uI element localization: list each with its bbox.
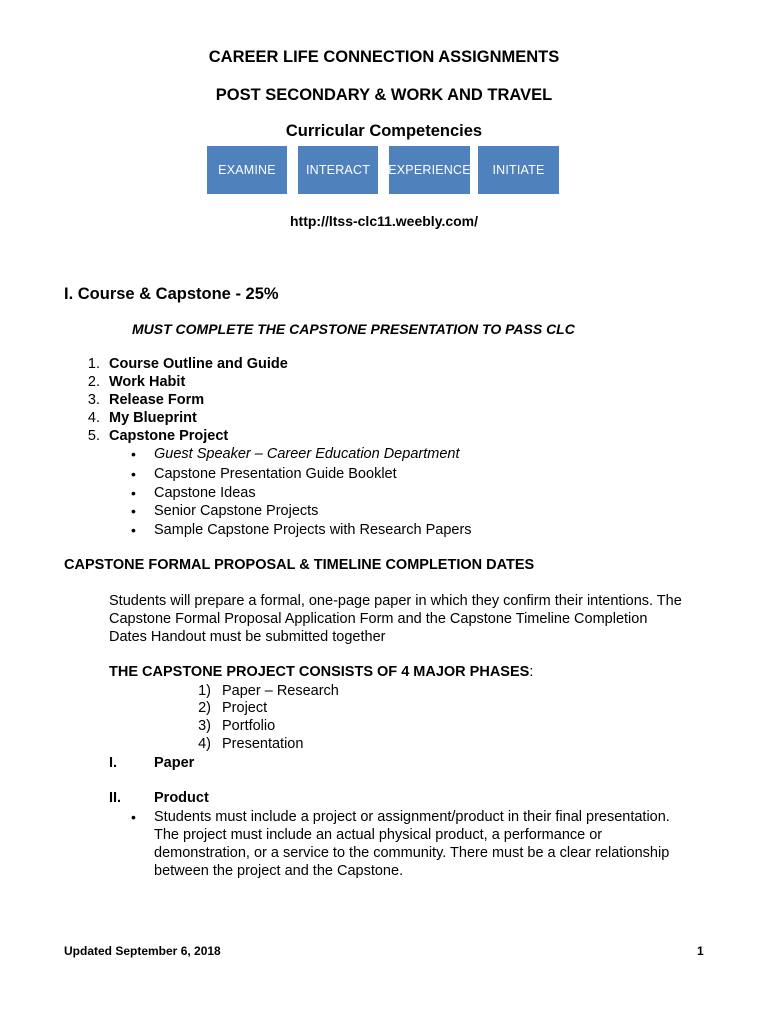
bullet-icon: • bbox=[131, 522, 136, 538]
list-number: 2. bbox=[87, 374, 100, 390]
paragraph-line: The project must include an actual physical product, a performance or bbox=[154, 827, 603, 843]
bullet-icon: • bbox=[131, 446, 136, 462]
list-number: 5. bbox=[87, 428, 100, 444]
doc-subtitle: POST SECONDARY & WORK AND TRAVEL bbox=[215, 86, 553, 104]
list-item: Work Habit bbox=[109, 374, 186, 390]
bullet-icon: • bbox=[131, 466, 136, 482]
part-paper-heading: Paper bbox=[154, 755, 195, 771]
list-item: Presentation bbox=[222, 736, 304, 752]
list-item: Senior Capstone Projects bbox=[154, 503, 319, 519]
list-number: 4) bbox=[198, 736, 211, 752]
list-item: My Blueprint bbox=[109, 410, 197, 426]
list-item: Capstone Ideas bbox=[154, 485, 256, 501]
footer-updated-date: Updated September 6, 2018 bbox=[64, 944, 221, 958]
list-item: Paper – Research bbox=[222, 683, 339, 699]
list-item: Sample Capstone Projects with Research Papers bbox=[154, 522, 472, 538]
competency-initiate: INITIATE bbox=[478, 146, 559, 194]
list-item: Portfolio bbox=[222, 718, 276, 734]
competency-examine: EXAMINE bbox=[207, 146, 287, 194]
site-url-link[interactable]: http://ltss-clc11.weebly.com/ bbox=[289, 213, 479, 229]
paragraph-line: Students must include a project or assignment/product in their final presentation. bbox=[154, 809, 670, 825]
competency-interact: INTERACT bbox=[298, 146, 378, 194]
list-number: 4. bbox=[87, 410, 100, 426]
list-number: 2) bbox=[198, 700, 211, 716]
bullet-icon: • bbox=[131, 485, 136, 501]
phases-heading-colon: : bbox=[529, 664, 534, 680]
paragraph-line: Students will prepare a formal, one-page paper in which they confirm their intentions. The bbox=[109, 593, 682, 609]
bullet-icon: • bbox=[131, 809, 136, 825]
phases-heading bbox=[109, 664, 533, 680]
list-item: Release Form bbox=[109, 392, 205, 408]
phases-heading-text: THE CAPSTONE PROJECT CONSISTS OF 4 MAJOR PHASES bbox=[109, 664, 530, 680]
list-number: 3. bbox=[87, 392, 100, 408]
list-number: 3) bbox=[198, 718, 211, 734]
paragraph-line: demonstration, or a service to the community. There must be a clear relationship bbox=[154, 845, 670, 861]
list-item: Project bbox=[222, 700, 268, 716]
page-number: 1 bbox=[697, 944, 704, 958]
proposal-heading: CAPSTONE FORMAL PROPOSAL & TIMELINE COMPLETION DATES bbox=[64, 557, 535, 573]
competencies-heading: Curricular Competencies bbox=[285, 122, 483, 140]
list-item: Capstone Project bbox=[109, 428, 229, 444]
paragraph-line: between the project and the Capstone. bbox=[154, 863, 404, 879]
section-heading-course-capstone: I. Course & Capstone - 25% bbox=[64, 285, 279, 303]
part-product-heading: Product bbox=[154, 790, 209, 806]
list-item: Capstone Presentation Guide Booklet bbox=[154, 466, 397, 482]
capstone-notice: MUST COMPLETE THE CAPSTONE PRESENTATION TO PASS CLC bbox=[132, 321, 575, 337]
competency-experience: EXPERIENCE bbox=[389, 146, 470, 194]
bullet-icon: • bbox=[131, 503, 136, 519]
list-item: Course Outline and Guide bbox=[109, 356, 288, 372]
part-number: II. bbox=[109, 790, 122, 806]
list-item: Guest Speaker – Career Education Department bbox=[154, 446, 460, 462]
list-number: 1. bbox=[87, 356, 100, 372]
doc-title: CAREER LIFE CONNECTION ASSIGNMENTS bbox=[208, 48, 560, 66]
paragraph-line: Capstone Formal Proposal Application Form and the Capstone Timeline Completion bbox=[109, 611, 648, 627]
list-number: 1) bbox=[198, 683, 211, 699]
paragraph-line: Dates Handout must be submitted together bbox=[109, 629, 386, 645]
part-number: I. bbox=[109, 755, 118, 771]
